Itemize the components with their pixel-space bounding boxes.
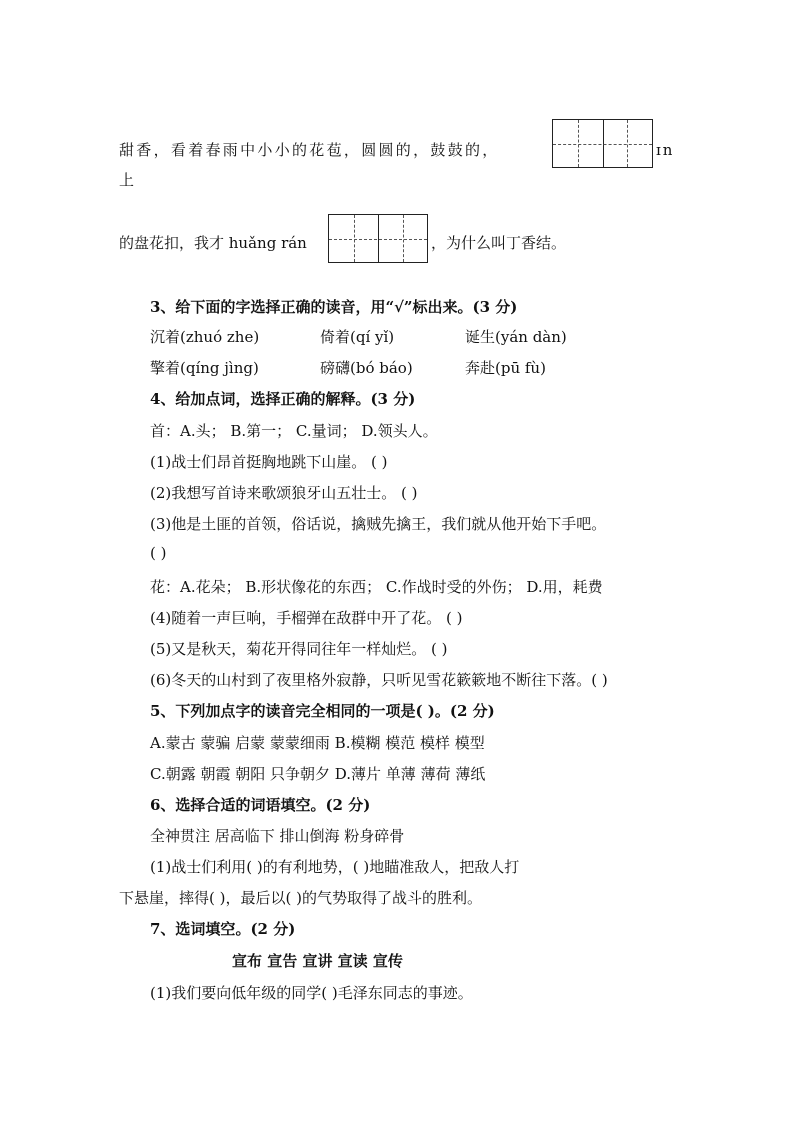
- intro-line-1-continued: 上: [119, 171, 135, 189]
- q4-title: 4、给加点词，选择正确的解释。(3 分): [150, 390, 416, 408]
- q4-shou-options: 首：A.头； B.第一； C.量词； D.领头人。: [150, 422, 438, 440]
- q5-options-row[interactable]: A.蒙古 蒙骗 启蒙 蒙蒙细雨 B.模糊 模范 模样 模型: [150, 734, 485, 752]
- q4-item[interactable]: (1)战士们昂首挺胸地跳下山崖。 ( ): [150, 453, 388, 471]
- intro-line-1: 甜香，看着春雨中小小的花苞，圆圆的，鼓鼓的，: [119, 141, 500, 159]
- q4-item[interactable]: (5)又是秋天，菊花开得同往年一样灿烂。 ( ): [150, 640, 448, 658]
- q3-option[interactable]: 沉着(zhuó zhe): [150, 328, 260, 346]
- q4-item[interactable]: (4)随着一声巨响，手榴弹在敌群中开了花。 ( ): [150, 609, 463, 627]
- q3-option[interactable]: 倚着(qí yǐ): [320, 328, 395, 346]
- q3-option[interactable]: 奔赴(pū fù): [465, 359, 546, 377]
- q4-item[interactable]: (6)冬天的山村到了夜里格外寂静，只听见雪花簌簌地不断往下落。( ): [150, 671, 608, 689]
- q6-sentence-line[interactable]: 下悬崖，摔得( )，最后以( )的气势取得了战斗的胜利。: [119, 889, 482, 907]
- q6-word-bank: 全神贯注 居高临下 排山倒海 粉身碎骨: [150, 827, 405, 845]
- q6-title: 6、选择合适的词语填空。(2 分): [150, 796, 371, 814]
- q6-sentence-line[interactable]: (1)战士们利用( )的有利地势，( )地瞄准敌人，把敌人打: [150, 858, 520, 876]
- q5-title: 5、下列加点字的读音完全相同的一项是( )。(2 分): [150, 702, 495, 720]
- q3-title: 3、给下面的字选择正确的读音，用“√”标出来。(3 分): [150, 298, 518, 316]
- intro-line-2-end: ，为什么叫丁香结。: [431, 234, 567, 252]
- q5-options-row[interactable]: C.朝露 朝霞 朝阳 只争朝夕 D.薄片 单薄 薄荷 薄纸: [150, 765, 486, 783]
- q4-item[interactable]: (2)我想写首诗来歌颂狼牙山五壮士。 ( ): [150, 484, 418, 502]
- q7-word-bank: 宣布 宣告 宣讲 宣读 宣传: [232, 952, 403, 970]
- q7-title: 7、选词填空。(2 分): [150, 920, 296, 938]
- q3-option[interactable]: 擎着(qíng jìng): [150, 359, 259, 377]
- q4-answer-paren[interactable]: ( ): [150, 544, 167, 562]
- q4-hua-options: 花：A.花朵； B.形状像花的东西； C.作战时受的外伤； D.用，耗费: [150, 578, 603, 596]
- pinyin-answer-box-2[interactable]: [328, 214, 428, 263]
- q7-sentence-line[interactable]: (1)我们要向低年级的同学( )毛泽东同志的事迹。: [150, 984, 473, 1002]
- pinyin-answer-box-1[interactable]: [552, 119, 653, 168]
- q3-option[interactable]: 诞生(yán dàn): [465, 328, 567, 346]
- pinyin-fragment: ɪn: [656, 141, 675, 159]
- intro-line-2: 的盘花扣，我才 huǎng rán: [119, 234, 307, 252]
- q4-item: (3)他是土匪的首领，俗话说，擒贼先擒王，我们就从他开始下手吧。: [150, 515, 607, 533]
- q3-option[interactable]: 磅礴(bó báo): [320, 359, 413, 377]
